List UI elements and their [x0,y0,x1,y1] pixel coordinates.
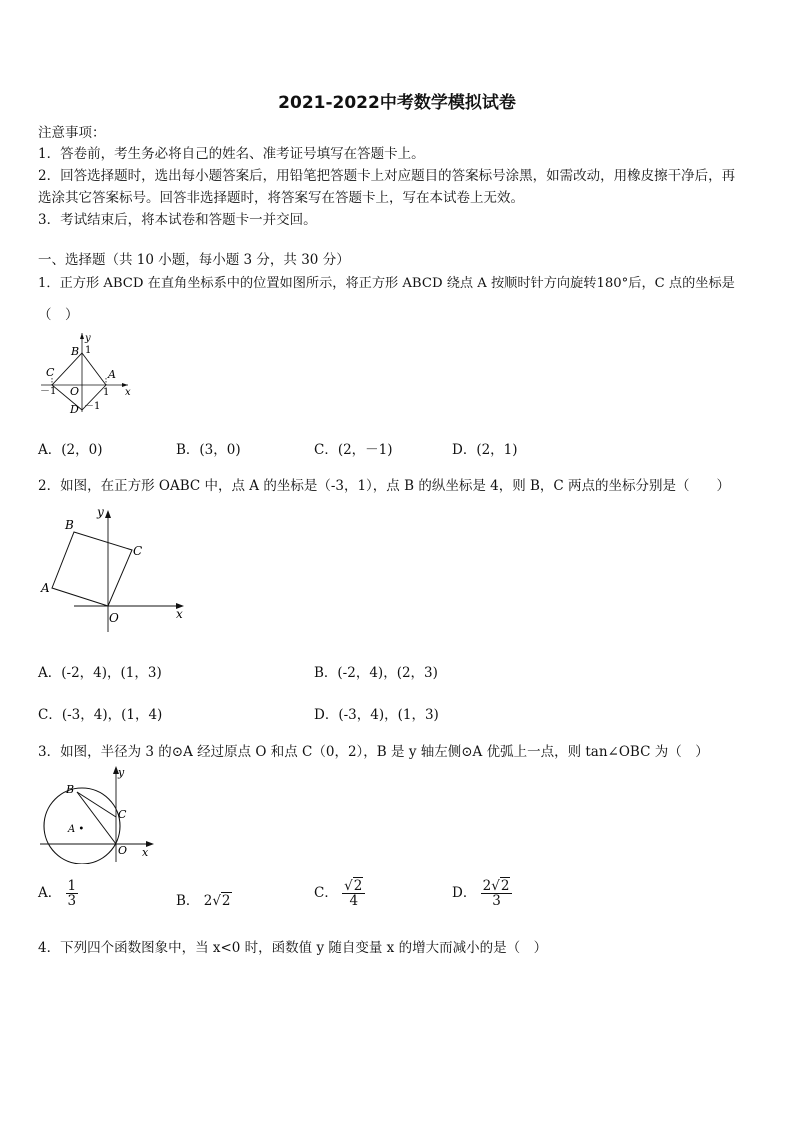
q3-option-d-letter: D． [452,885,477,902]
q1-text: 1．正方形 ABCD 在直角坐标系中的位置如图所示，将正方形 ABCD 绕点 A 按顺时针方向旋转180°后，C 点的坐标是 [38,276,735,291]
q2-figure [36,502,186,642]
q1-label-D: D [70,403,79,416]
q2-label-A: A [41,581,50,595]
q3-option-a-num: 1 [67,878,77,894]
q3-option-d-num: 2√2 [481,879,513,894]
q3-label-x: x [142,846,149,859]
q3-option-b[interactable] [176,889,232,909]
q1-label-1-top: 1 [85,345,92,356]
q2-label-B: B [65,518,74,532]
q3-option-c-den: 4 [349,893,359,910]
q1-label-1-right: 1 [103,387,110,398]
q3-option-d-coef: 2 [482,878,492,894]
q1-label-A: A [108,368,116,381]
q3-option-d[interactable] [452,879,512,908]
q3-option-b-radicand: 2 [221,893,231,909]
q1-label-y: y [85,333,91,344]
q3-option-d-den: 3 [492,893,501,910]
notice-item-2-cont: 选涂其它答案标号。回答非选择题时，将答案写在答题卡上，写在本试卷上无效。 [38,190,524,206]
q1-label-x: x [125,387,131,398]
q3-option-c-letter: C． [314,885,338,902]
q1-option-a[interactable]: A．(2，0) [38,442,103,458]
q3-label-O: O [118,844,128,857]
q1-label-neg1-bottom: －1 [84,401,101,412]
q3-label-C: C [118,808,127,821]
q3-text: 3．如图，半径为 3 的⊙A 经过原点 O 和点 C（0，2），B 是 y 轴左侧⊙A 优弧上一点，则 tan∠OBC 为（ ） [38,744,709,760]
q1-option-d[interactable]: D．(2，1) [452,442,518,458]
page-title: 2021-2022中考数学模拟试卷 [278,93,516,113]
q1-label-B: B [71,345,80,358]
q3-option-c[interactable] [314,879,365,908]
q3-option-d-fraction [481,879,513,908]
q2-text: 2．如图，在正方形 OABC 中，点 A 的坐标是（-3，1），点 B 的纵坐标是 4，则 B，C 两点的坐标分别是（ ） [38,478,731,494]
q3-label-A: A • [68,824,85,835]
notice-item-3: 3．考试结束后，将本试卷和答题卡一并交回。 [38,212,317,228]
q3-option-c-radicand: 2 [353,878,363,894]
q1-label-C: C [46,366,55,379]
q2-option-a[interactable]: A．(-2，4)，(1，3) [38,665,162,681]
q3-option-b-coef: 2 [203,893,213,909]
q3-option-a-den: 3 [67,893,77,910]
q3-option-a[interactable] [38,879,78,908]
q2-label-O: O [109,611,119,625]
q3-option-c-fraction [342,879,365,908]
q2-y-arrow [105,510,111,518]
notice-item-2: 2．回答选择题时，选出每小题答案后，用铅笔把答题卡上对应题目的答案标号涂黑，如需改动，用橡皮擦干净后，再 [38,168,736,184]
q3-option-a-fraction [66,879,79,908]
q3-option-b-letter: B． [176,893,200,909]
q3-figure [36,764,156,864]
q2-label-x: x [176,607,183,621]
q3-label-B: B [66,783,75,796]
q3-chord-BC [77,792,116,817]
q3-option-d-radicand: 2 [500,878,510,894]
q2-option-b[interactable]: B．(-2，4)，(2，3) [314,665,438,681]
q1-figure [36,328,146,418]
q2-option-c[interactable]: C．(-3，4)，(1，4) [38,707,163,723]
q3-option-b-radical: √2 [212,893,231,909]
q3-option-a-letter: A． [38,885,62,902]
q2-square [52,532,132,606]
q1-option-b[interactable]: B．(3，0) [176,442,241,458]
notice-item-1: 1．答卷前，考生务必将自己的姓名、准考证号填写在答题卡上。 [38,146,425,162]
q1-y-arrow [80,333,84,339]
q1-option-c[interactable]: C．(2，－1) [314,442,393,458]
q2-label-y: y [97,505,104,519]
q1-paren: （ ） [38,307,79,323]
q1-label-neg1-left: －1 [40,386,57,397]
q3-option-c-num: √2 [342,879,365,894]
q1-label-O: O [70,385,80,398]
notice-heading: 注意事项： [38,125,106,141]
q4-text: 4．下列四个函数图象中，当 x<0 时，函数值 y 随自变量 x 的增大而减小的是（ ） [38,940,548,956]
section-heading: 一、选择题（共 10 小题，每小题 3 分，共 30 分） [38,252,350,268]
q2-option-d[interactable]: D．(-3，4)，(1，3) [314,707,439,723]
q3-label-y: y [118,766,125,779]
q2-label-C: C [133,544,143,558]
